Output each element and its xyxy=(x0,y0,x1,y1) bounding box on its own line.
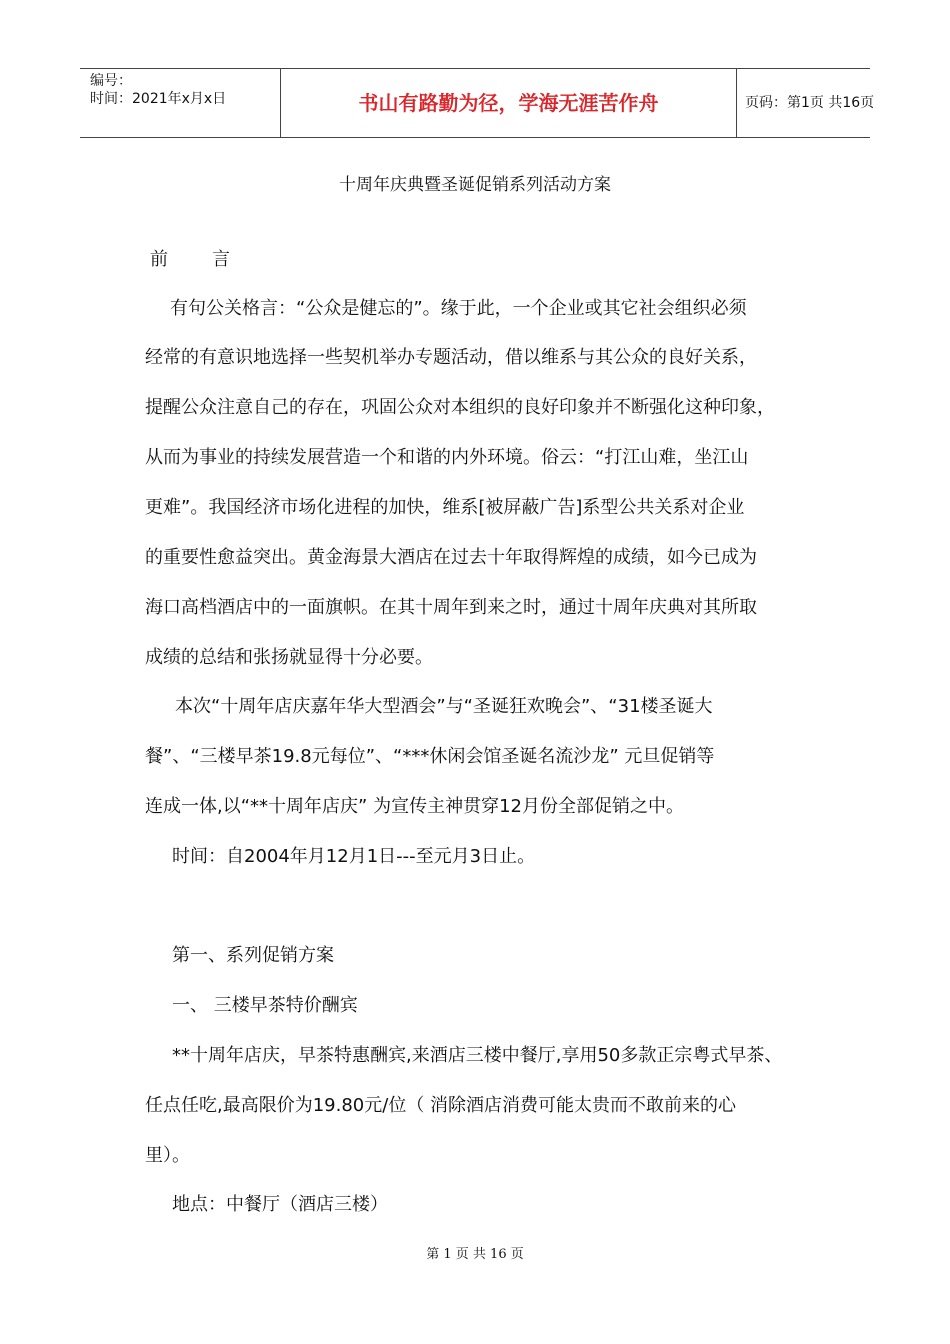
section-subheading: 一、 三楼早茶特价酬宾 xyxy=(172,995,358,1016)
preface-line: 更难”。我国经济市场化进程的加快，维系[被屏蔽广告]系型公共关系对企业 xyxy=(145,497,745,518)
document-header xyxy=(80,68,875,138)
preface-line: 从而为事业的持续发展营造一个和谐的内外环境。俗云：“打江山难，坐江山 xyxy=(145,447,749,468)
preface-line: 有句公关格言：“公众是健忘的”。缘于此，一个企业或其它社会组织必须 xyxy=(170,298,747,319)
preface-line: 海口高档酒店中的一面旗帜。在其十周年到来之时，通过十周年庆典对其所取 xyxy=(145,597,757,618)
header-page-info: 页码：第1页 共16页 xyxy=(745,95,875,111)
time-label: 时间：2021年x月x日 xyxy=(90,91,227,107)
intro-line: 餐”、“三楼早茶19.8元每位”、“***休闲会馆圣诞名流沙龙” 元旦促销等 xyxy=(145,746,715,767)
number-label: 编号： xyxy=(90,73,132,89)
preface-line: 成绩的总结和张扬就显得十分必要。 xyxy=(145,647,433,668)
location-line: 地点：中餐厅（酒店三楼） xyxy=(172,1194,388,1215)
event-time: 时间：自2004年月12月1日---至元月3日止。 xyxy=(172,846,536,867)
section-line: 任点任吃,最高限价为19.80元/位（ 消除酒店消费可能太贵而不敢前来的心 xyxy=(145,1095,737,1116)
document-title: 十周年庆典暨圣诞促销系列活动方案 xyxy=(339,175,611,195)
preface-line: 经常的有意识地选择一些契机举办专题活动，借以维系与其公众的良好关系， xyxy=(145,347,757,368)
preface-line: 的重要性愈益突出。黄金海景大酒店在过去十年取得辉煌的成绩，如今已成为 xyxy=(145,547,757,568)
intro-line: 本次“十周年店庆嘉年华大型酒会”与“圣诞狂欢晚会”、“31楼圣诞大 xyxy=(175,696,713,717)
header-page-cell xyxy=(735,69,875,137)
section-heading: 第一、系列促销方案 xyxy=(172,945,334,966)
section-line: 里）。 xyxy=(145,1145,190,1166)
intro-line: 连成一体,以“**十周年店庆” 为宣传主神贯穿12月份全部促销之中。 xyxy=(145,796,684,817)
preface-line: 提醒公众注意自己的存在，巩固公众对本组织的良好印象并不断强化这种印象， xyxy=(145,397,775,418)
header-meta-cell xyxy=(80,69,280,137)
preface-heading xyxy=(150,248,230,272)
preface-heading-a: 前 xyxy=(150,249,168,270)
preface-heading-b: 言 xyxy=(212,249,230,270)
page-footer: 第 1 页 共 16 页 xyxy=(426,1247,524,1262)
section-line: **十周年店庆，早茶特惠酬宾,来酒店三楼中餐厅,享用50多款正宗粤式早茶、 xyxy=(172,1045,783,1066)
header-motto: 书山有路勤为径，学海无涯苦作舟 xyxy=(358,91,659,115)
header-motto-cell xyxy=(280,69,737,137)
